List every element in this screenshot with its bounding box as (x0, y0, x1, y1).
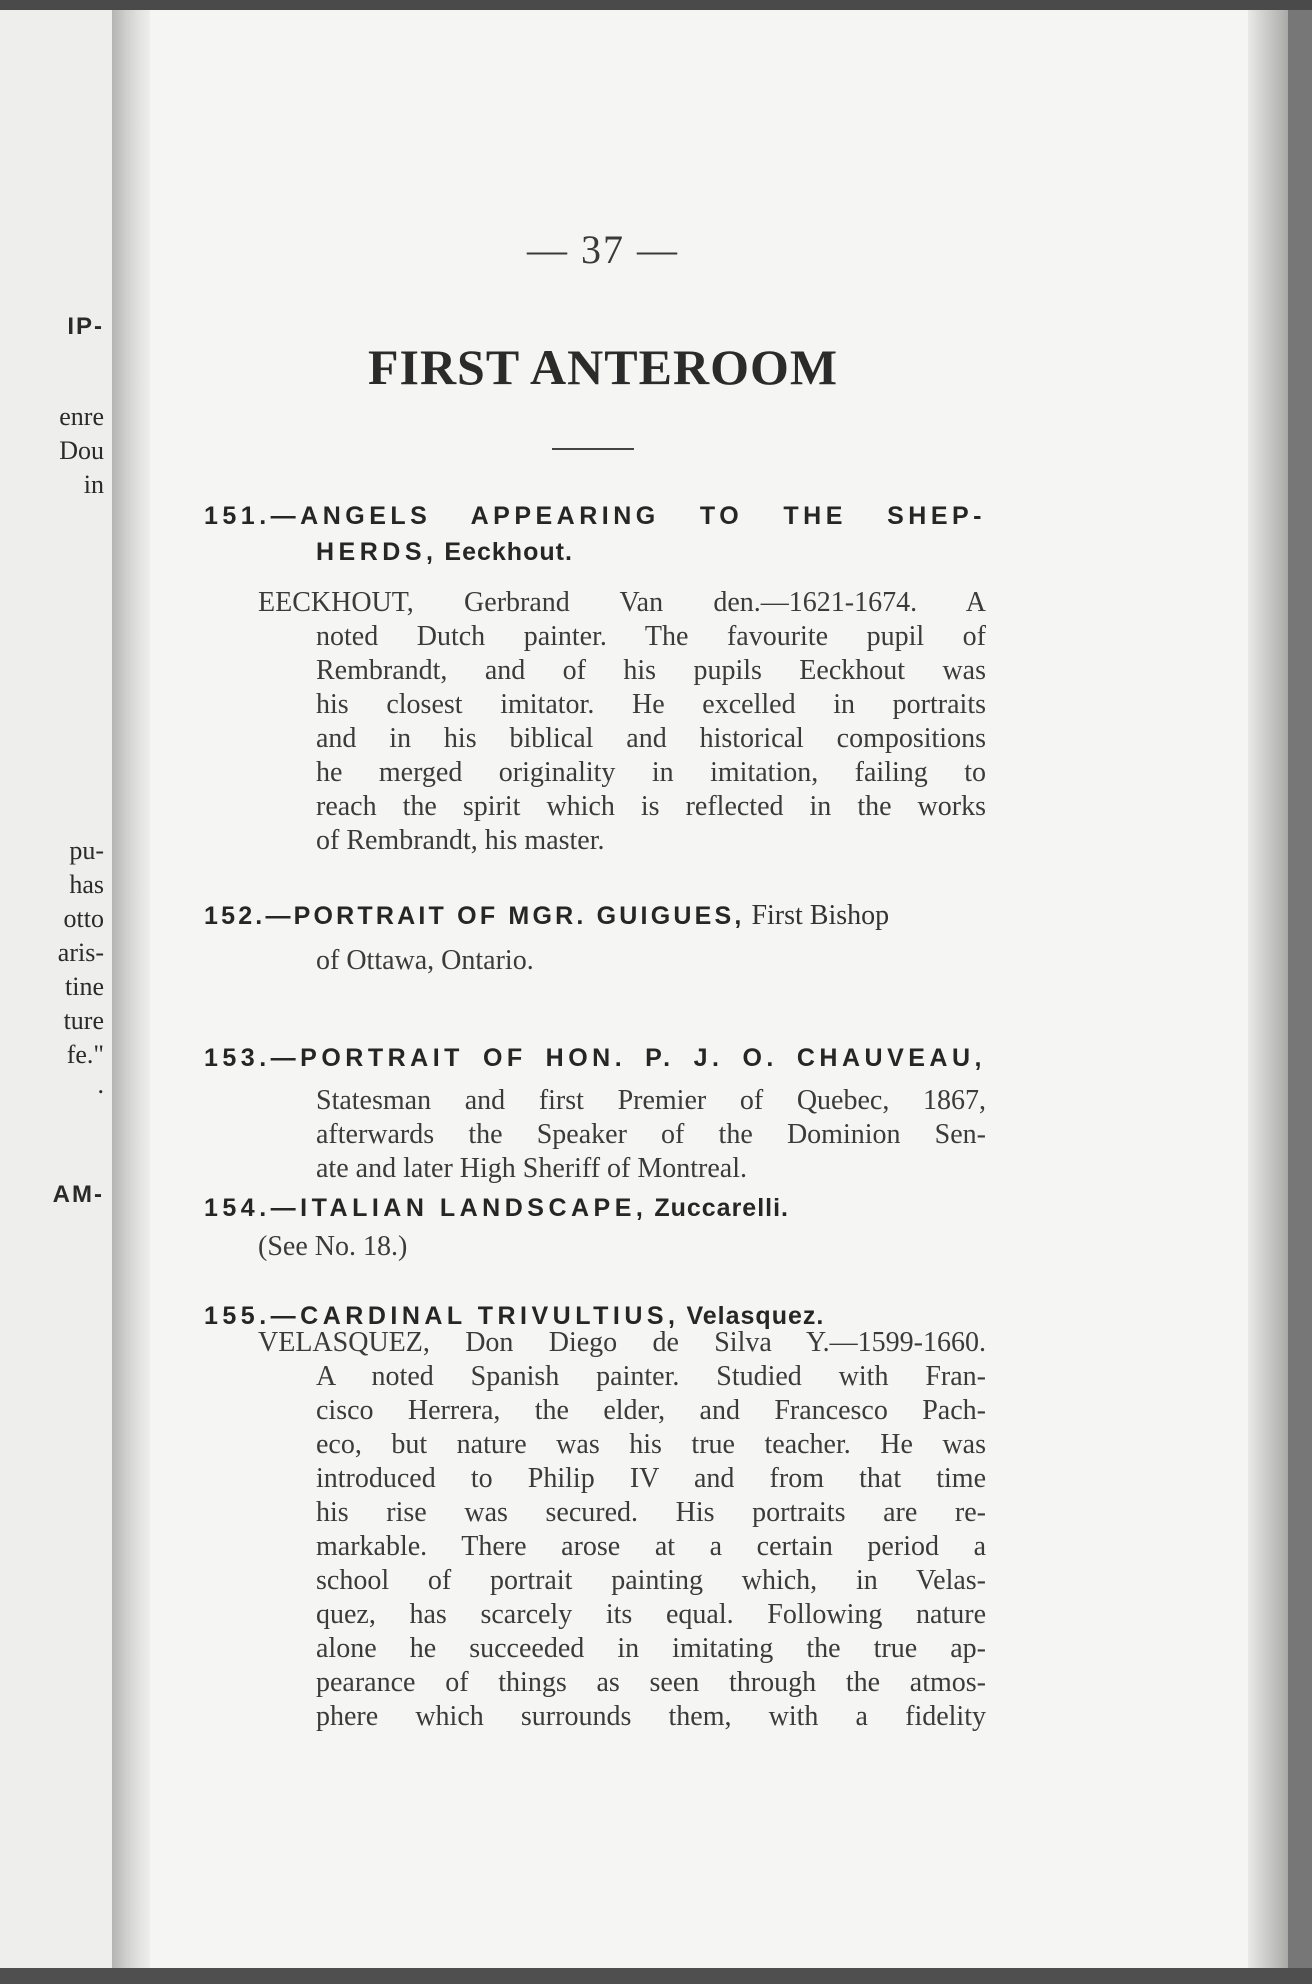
entry-body-line: he merged originality in imitation, failing to (316, 757, 986, 788)
entry-title-rest: First Bishop (751, 900, 890, 931)
entry-body-line: quez, has scarcely its equal. Following nature (316, 1599, 986, 1630)
entry-body-line: cisco Herrera, the elder, and Francesco Pach- (316, 1395, 986, 1426)
entry-body-line: school of portrait painting which, in Velas- (316, 1565, 986, 1596)
entry-body-line: VELASQUEZ, Don Diego de Silva Y.—1599-1660. (258, 1327, 986, 1358)
left-fragment: has (69, 870, 104, 899)
entry-body-line: alone he succeeded in imitating the true ap- (316, 1633, 986, 1664)
left-fragment: fe." (66, 1040, 104, 1069)
entry-body-line: of Ottawa, Ontario. (316, 945, 534, 976)
section-title: FIRST ANTEROOM (367, 339, 839, 395)
page-number: — 37 — (527, 227, 679, 272)
entry-body-line: Statesman and first Premier of Quebec, 1867, (316, 1085, 986, 1116)
entry-body-line: eco, but nature was his true teacher. He was (316, 1429, 986, 1460)
entry-body-line: his rise was secured. His portraits are re- (316, 1497, 986, 1528)
entry-body-line: EECKHOUT, Gerbrand Van den.—1621-1674. A (258, 587, 986, 618)
entry-body-line: reach the spirit which is reflected in the works (316, 791, 986, 822)
entry-body-line: (See No. 18.) (258, 1231, 408, 1262)
entry-body-line: introduced to Philip IV and from that time (316, 1463, 986, 1494)
left-fragment: pu- (69, 836, 104, 865)
entry-body-line: phere which surrounds them, with a fidelity (316, 1701, 986, 1732)
entry-body-line: A noted Spanish painter. Studied with Fran- (316, 1361, 986, 1392)
scan-bottom-band (0, 1968, 1312, 1984)
entry-heading-continued (316, 534, 996, 570)
entry-body-line: his closest imitator. He excelled in portraits (316, 689, 986, 720)
book-gutter (112, 10, 152, 1968)
entry-heading-line: 151.—ANGELS APPEARING TO THE SHEP- (204, 502, 986, 530)
entry-artist: Zuccarelli. (654, 1194, 789, 1222)
entry-body-line: and in his biblical and historical compositions (316, 723, 986, 754)
entry-heading (204, 1190, 1004, 1226)
entry-title-caps: 152.—PORTRAIT OF MGR. GUIGUES, (204, 902, 745, 930)
left-fragment: in (83, 470, 104, 499)
entry-heading (204, 1040, 986, 1076)
left-fragment: aris- (57, 938, 104, 967)
previous-page-edge (0, 10, 112, 1968)
left-fragment: enre (59, 402, 104, 431)
entry-body-line: ate and later High Sheriff of Montreal. (316, 1153, 748, 1184)
entry-title-caps: 155.—CARDINAL TRIVULTIUS, (204, 1302, 680, 1330)
entry-artist: Velasquez. (686, 1302, 825, 1330)
entry-title-caps: 154.—ITALIAN LANDSCAPE, (204, 1194, 648, 1222)
entry-title-caps: 153.—PORTRAIT OF HON. P. J. O. CHAUVEAU, (204, 1044, 986, 1072)
page-stack-edge (1248, 10, 1288, 1968)
left-fragment: tine (65, 972, 104, 1001)
left-fragment: otto (63, 904, 104, 933)
left-fragment: . (97, 1070, 104, 1099)
entry-body-line: of Rembrandt, his master. (316, 825, 605, 856)
entry-body-line: Rembrandt, and of his pupils Eeckhout was (316, 655, 986, 686)
left-fragment: Dou (59, 436, 104, 465)
left-fragment: ture (63, 1006, 104, 1035)
entry-body-line: afterwards the Speaker of the Dominion Sen- (316, 1119, 986, 1150)
entry-title-caps: HERDS, (316, 538, 438, 566)
left-fragment: IP- (67, 313, 104, 340)
entry-artist: Eeckhout. (444, 538, 573, 566)
entry-heading (204, 898, 994, 934)
scan-right-band (1288, 10, 1312, 1968)
entry-body-line: markable. There arose at a certain period a (316, 1531, 986, 1562)
entry-heading (204, 498, 986, 534)
title-divider (552, 448, 634, 450)
entry-body-line: pearance of things as seen through the atmos- (316, 1667, 986, 1698)
left-fragment: AM- (52, 1181, 104, 1208)
entry-body-line: noted Dutch painter. The favourite pupil of (316, 621, 986, 652)
